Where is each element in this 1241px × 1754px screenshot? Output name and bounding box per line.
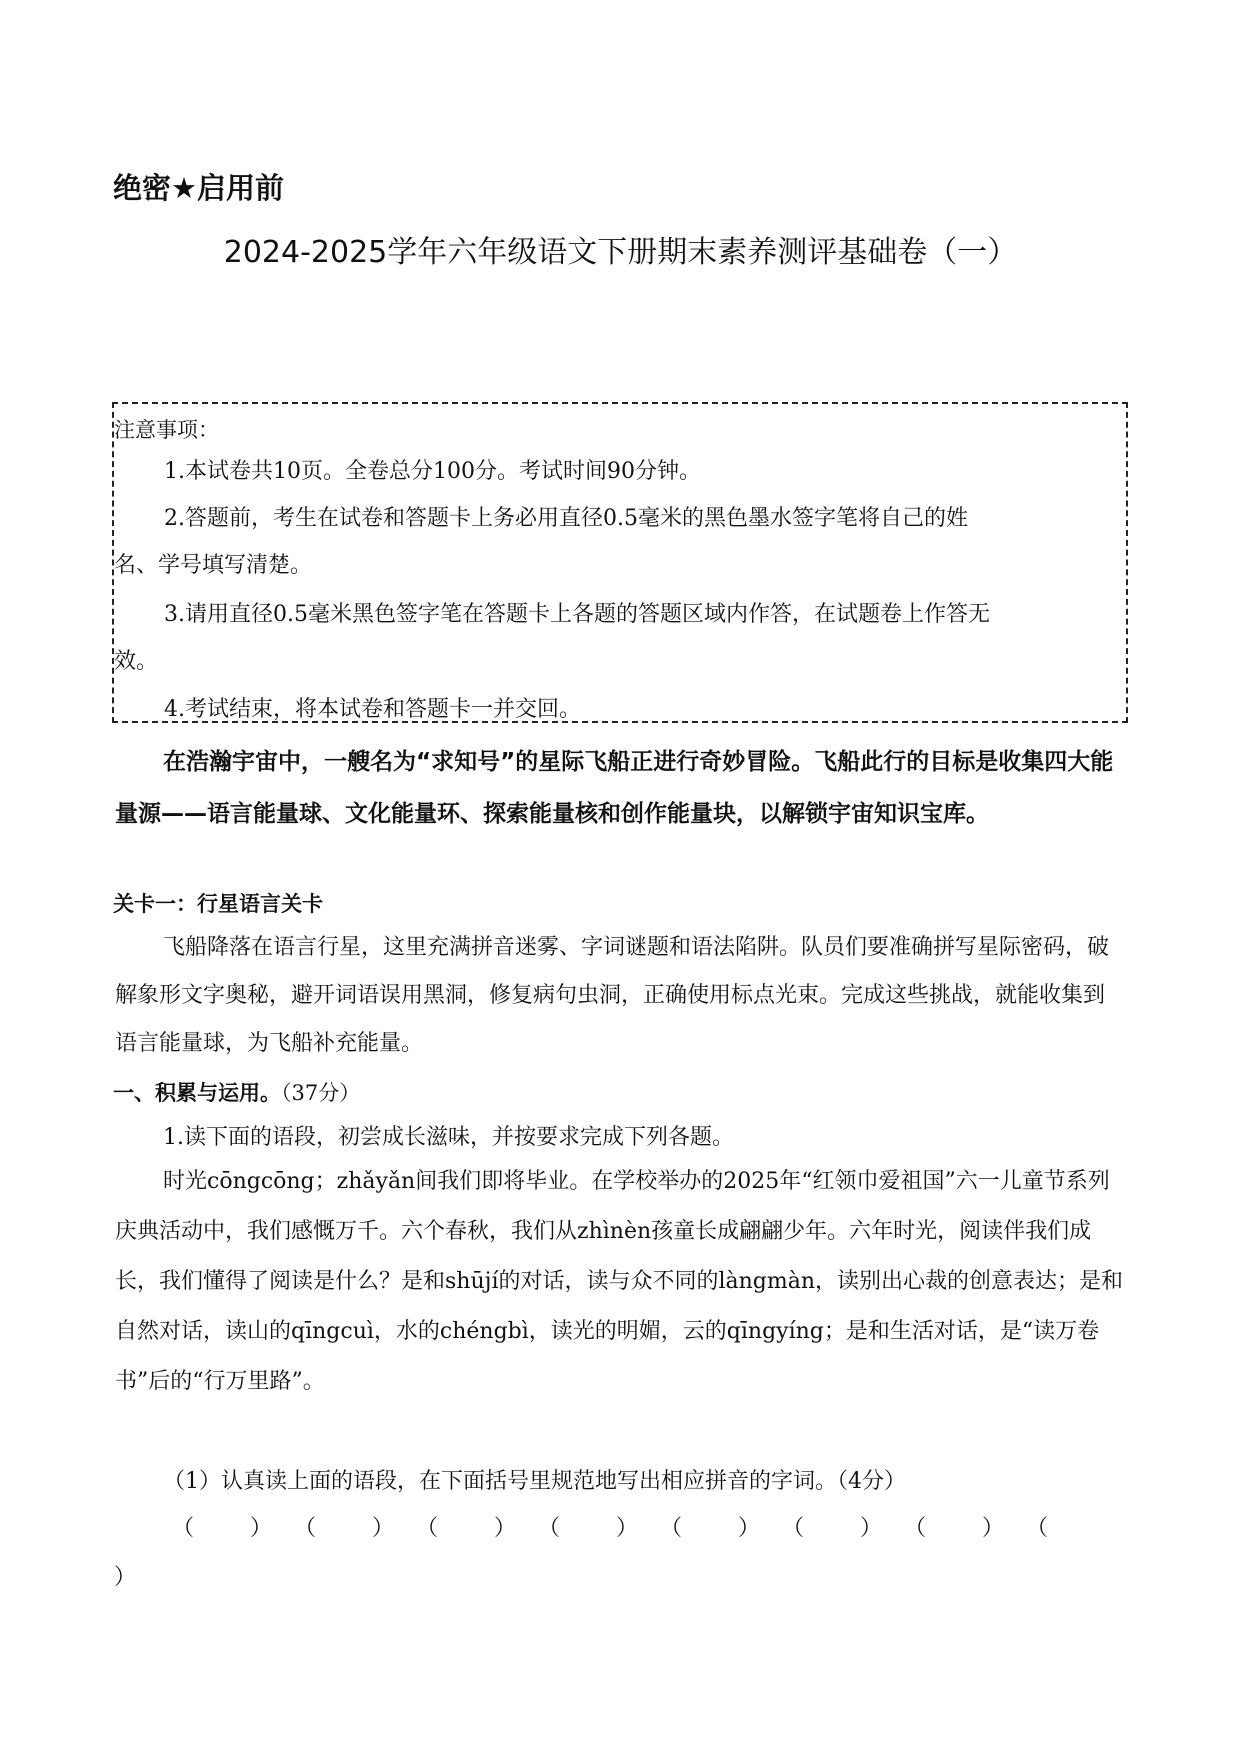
question-1-passage: 时光cōngcōng；zhǎyǎn间我们即将毕业。在学校举办的2025年“红领巾爱祖国”六一儿童节系列庆典活动中，我们感慨万千。六个春秋，我们从zhìnèn孩童长成翩翩少年。六年时光，阅读伴我们成长，我们懂得了阅读是什么？是和shūjí的对话，读与众不同的làngmàn，读别出心裁的创意表达；是和自然对话，读山的qīngcuì，水的chéngbì，读光的明媚，云的qīngyíng；是和生活对话，是“读万卷书”后的“行万里路”。 xyxy=(115,1169,1124,1394)
stage-text: 飞船降落在语言行星，这里充满拼音迷雾、字词谜题和语法陷阱。队员们要准确拼写星际密码，破解象形文字奥秘，避开词语误用黑洞，修复病句虫洞，正确使用标点光束。完成这些挑战，就能收集到语言能量球，为飞船补充能量。 xyxy=(115,935,1110,1056)
answer-blank-8-open[interactable]: （ xyxy=(1026,1516,1049,1541)
notice-line-5: 效。 xyxy=(114,649,159,674)
notice-line-6: 4.考试结束，将本试卷和答题卡一并交回。 xyxy=(164,697,581,722)
section-title: 一、积累与运用。 xyxy=(113,1081,281,1105)
notice-line-1: 1.本试卷共10页。全卷总分100分。考试时间90分钟。 xyxy=(164,459,701,484)
answer-blank-2[interactable]: （ ） xyxy=(294,1516,394,1541)
question-1-sub-1: （1）认真读上面的语段，在下面括号里规范地写出相应拼音的字词。（4分） xyxy=(163,1469,906,1494)
answer-blank-3[interactable]: （ ） xyxy=(416,1516,516,1541)
notice-line-3: 名、学号填写清楚。 xyxy=(114,553,313,578)
answer-blanks xyxy=(172,1511,1072,1541)
answer-blank-7[interactable]: （ ） xyxy=(904,1516,1004,1541)
stage-title: 关卡一：行星语言关卡 xyxy=(113,892,323,916)
notice-title: 注意事项： xyxy=(114,418,219,442)
notice-line-4: 3.请用直径0.5毫米黑色签字笔在答题卡上各题的答题区域内作答，在试题卷上作答无 xyxy=(164,602,990,627)
answer-blank-5[interactable]: （ ） xyxy=(660,1516,760,1541)
intro-paragraph: 在浩瀚宇宙中，一艘名为“求知号”的星际飞船正进行奇妙冒险。飞船此行的目标是收集四大能量源——语言能量球、文化能量环、探索能量核和创作能量块，以解锁宇宙知识宝库。 xyxy=(115,749,1114,827)
answer-blank-1[interactable]: （ ） xyxy=(172,1516,272,1541)
answer-blank-4[interactable]: （ ） xyxy=(538,1516,638,1541)
notice-box xyxy=(112,402,1128,723)
secret-mark: 绝密★启用前 xyxy=(113,171,284,205)
answer-blank-6[interactable]: （ ） xyxy=(782,1516,882,1541)
exam-title: 2024-2025学年六年级语文下册期末素养测评基础卷（一） xyxy=(223,235,1018,270)
notice-line-2: 2.答题前，考生在试卷和答题卡上务必用直径0.5毫米的黑色墨水签字笔将自己的姓 xyxy=(164,506,968,531)
section-score: （37分） xyxy=(281,1081,361,1105)
question-1-prompt: 1.读下面的语段，初尝成长滋味，并按要求完成下列各题。 xyxy=(163,1125,734,1150)
section-heading xyxy=(113,1077,360,1107)
answer-blank-8-close: ） xyxy=(114,1565,137,1590)
